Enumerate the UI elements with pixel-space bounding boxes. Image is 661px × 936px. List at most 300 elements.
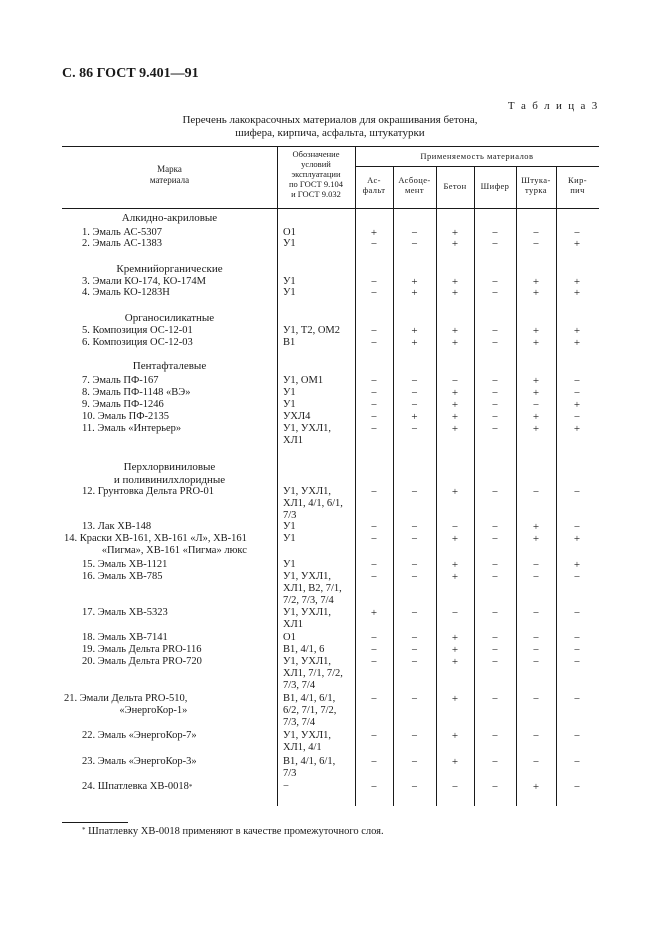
- applicability-mark: −: [491, 533, 499, 545]
- applicability-mark: +: [573, 337, 581, 349]
- row-name-line: [82, 607, 168, 619]
- row-name-text: 21. Эмали Дельта PRO-510,: [64, 693, 188, 704]
- row-condition-line: 7/3: [283, 768, 297, 779]
- applicability-mark: −: [370, 571, 378, 583]
- applicability-mark: −: [532, 632, 540, 644]
- row-name-line: [82, 730, 197, 742]
- applicability-mark: +: [532, 423, 540, 435]
- row-name-text: 13. Лак ХВ-148: [82, 521, 152, 532]
- applicability-mark: −: [491, 375, 499, 387]
- row-conditions: [283, 656, 343, 692]
- row-condition-line: 7/2, 7/3, 7/4: [283, 595, 334, 606]
- applicability-mark: +: [451, 276, 459, 288]
- row-name-line: [82, 399, 164, 411]
- row-name-line: [82, 781, 192, 793]
- column-divider: [436, 166, 437, 806]
- row-name: [82, 325, 193, 337]
- applicability-mark: −: [370, 423, 378, 435]
- group-title: [102, 461, 237, 486]
- row-name: [82, 607, 168, 619]
- row-name-text: 16. Эмаль ХВ-785: [82, 571, 163, 582]
- row-name-line: [82, 756, 197, 768]
- column-header-mark: [62, 164, 277, 185]
- applicability-mark: −: [411, 571, 418, 583]
- footnote-text: Шпатлевку ХВ-0018 применяют в качестве промежуточного слоя.: [88, 826, 384, 837]
- header-line: условий: [301, 159, 331, 169]
- row-name-text: 14. Краски ХВ-161, ХВ-161 «Л», ХВ-161: [64, 533, 247, 544]
- group-title-line: Органосиликатные: [124, 312, 215, 324]
- table-caption: [130, 114, 530, 140]
- footnote: [82, 826, 384, 837]
- row-name-line: [82, 287, 170, 299]
- group-title: [102, 263, 237, 276]
- applicability-mark: −: [532, 644, 540, 656]
- row-name: [82, 521, 151, 533]
- applicability-mark: −: [532, 607, 540, 619]
- applicability-mark: +: [411, 276, 418, 288]
- applicability-mark: +: [573, 399, 581, 411]
- applicability-mark: −: [411, 632, 418, 644]
- applicability-mark: −: [451, 521, 459, 533]
- applicability-mark: +: [451, 693, 459, 705]
- applicability-mark: −: [370, 644, 378, 656]
- footnote-mark: *: [82, 826, 86, 834]
- row-name: [82, 571, 163, 583]
- row-conditions: [283, 756, 335, 780]
- row-condition-line: У1: [283, 533, 296, 544]
- row-name-line: [82, 559, 167, 571]
- applicability-mark: +: [411, 287, 418, 299]
- row-conditions: [283, 781, 289, 793]
- row-condition-line: У1: [283, 387, 296, 398]
- row-condition-line: 7/3, 7/4: [283, 680, 316, 691]
- row-name-line: [82, 238, 162, 250]
- applicability-mark: −: [491, 423, 499, 435]
- applicability-mark: −: [491, 781, 499, 793]
- header-line: Шифер: [480, 181, 510, 191]
- applicability-mark: −: [370, 399, 378, 411]
- applicability-mark: −: [451, 375, 459, 387]
- row-conditions: [283, 644, 324, 656]
- applicability-mark: +: [451, 325, 459, 337]
- row-name-line: [82, 571, 163, 583]
- header-bottom-rule: [62, 208, 599, 209]
- applicability-mark: −: [491, 276, 499, 288]
- row-name-text: 18. Эмаль ХВ-7141: [82, 632, 168, 643]
- row-condition-line: ХЛ1: [283, 619, 303, 630]
- subheader-rule: [355, 166, 599, 167]
- applicability-mark: −: [411, 423, 418, 435]
- applicability-mark: −: [451, 607, 459, 619]
- row-name-line: [82, 423, 181, 435]
- row-conditions: [283, 337, 295, 349]
- row-condition-line: У1, УХЛ1,: [283, 571, 331, 582]
- applicability-mark: +: [532, 337, 540, 349]
- applicability-mark: −: [491, 644, 499, 656]
- applicability-mark: −: [491, 337, 499, 349]
- applicability-mark: −: [573, 730, 581, 742]
- row-conditions: [283, 521, 296, 533]
- applicability-mark: −: [491, 756, 499, 768]
- row-name-line: [64, 533, 247, 545]
- row-name: [82, 730, 197, 742]
- applicability-mark: −: [532, 730, 540, 742]
- row-name: [82, 486, 214, 498]
- applicability-mark: −: [573, 644, 581, 656]
- row-name-line: [82, 486, 214, 498]
- row-condition-line: В1, 4/1, 6: [283, 644, 325, 655]
- row-name-line: [64, 705, 187, 717]
- applicability-mark: −: [370, 325, 378, 337]
- applicability-mark: −: [532, 399, 540, 411]
- applicability-mark: −: [370, 533, 378, 545]
- column-divider: [474, 166, 475, 806]
- row-name-text: 2. Эмаль АС-1383: [82, 238, 162, 249]
- applicability-mark: −: [370, 632, 378, 644]
- row-name: [82, 656, 202, 668]
- group-title: [102, 212, 237, 225]
- row-name: [82, 337, 193, 349]
- table-number: Т а б л и ц а 3: [507, 100, 599, 112]
- row-conditions: [283, 571, 342, 607]
- applicability-mark: −: [370, 781, 378, 793]
- row-conditions: [283, 632, 296, 644]
- applicability-mark: −: [370, 411, 378, 423]
- row-name-line: [82, 644, 202, 656]
- row-condition-line: ХЛ1, 7/1, 7/2,: [283, 668, 343, 679]
- applicability-mark: +: [451, 411, 459, 423]
- applicability-mark: −: [411, 533, 418, 545]
- column-divider: [516, 166, 517, 806]
- applicability-mark: +: [532, 287, 540, 299]
- applicability-mark: −: [532, 486, 540, 498]
- column-divider: [556, 166, 557, 806]
- row-name-text: 20. Эмаль Дельта PRO-720: [82, 656, 202, 667]
- row-condition-line: У1, УХЛ1,: [283, 423, 331, 434]
- row-name-text: 22. Эмаль «ЭнергоКор-7»: [82, 730, 197, 741]
- row-name: [82, 781, 192, 793]
- applicability-mark: +: [451, 227, 459, 239]
- row-name-line: [64, 693, 187, 705]
- applicability-mark: +: [532, 387, 540, 399]
- applicability-mark: +: [532, 325, 540, 337]
- row-name-text: «Пигма», ХВ-161 «Пигма» люкс: [101, 545, 247, 556]
- applicability-mark: −: [411, 756, 418, 768]
- header-line: пич: [570, 185, 585, 195]
- applicability-mark: −: [491, 227, 499, 239]
- row-condition-line: У1: [283, 559, 296, 570]
- row-conditions: [283, 486, 343, 522]
- header-line: эксплуатации: [291, 169, 341, 179]
- header-line: фальт: [362, 185, 386, 195]
- applicability-mark: −: [532, 571, 540, 583]
- row-name-line: [82, 337, 193, 349]
- column-header-conditions: [277, 149, 355, 199]
- applicability-mark: −: [411, 693, 418, 705]
- group-title-line: и поливинилхлоридные: [113, 473, 226, 486]
- header-line: материала: [149, 174, 190, 185]
- row-condition-line: У1, ОМ1: [283, 375, 324, 386]
- applicability-mark: +: [451, 238, 459, 250]
- row-name-text: 7. Эмаль ПФ-167: [82, 375, 159, 386]
- row-name: [82, 559, 167, 571]
- column-header-material: [393, 175, 436, 195]
- header-line: Кир-: [568, 175, 587, 185]
- group-title-line: Пентафталевые: [132, 360, 207, 372]
- header-line: Штука-: [521, 175, 551, 185]
- applicability-mark: −: [491, 607, 499, 619]
- row-name-text: 5. Композиция ОС-12-01: [82, 325, 193, 336]
- row-conditions: [283, 607, 331, 631]
- header-line: по ГОСТ 9.104: [289, 179, 343, 189]
- applicability-mark: +: [451, 533, 459, 545]
- row-name-text: 24. Шпатлевка ХВ-0018: [82, 781, 189, 792]
- group-title-line: Перхлорвиниловые: [123, 461, 216, 473]
- applicability-mark: −: [411, 781, 418, 793]
- row-conditions: [283, 238, 296, 250]
- applicability-mark: −: [370, 756, 378, 768]
- row-name: [82, 644, 202, 656]
- row-condition-line: У1: [283, 287, 296, 298]
- row-condition-line: 7/3, 7/4: [283, 717, 316, 728]
- column-header-material: [516, 175, 556, 195]
- applicability-mark: −: [491, 387, 499, 399]
- row-name-text: 15. Эмаль ХВ-1121: [82, 559, 168, 570]
- applicability-mark: −: [411, 399, 418, 411]
- row-name: [82, 632, 168, 644]
- header-line: Бетон: [443, 181, 467, 191]
- applicability-mark: +: [411, 411, 418, 423]
- row-condition-line: У1: [283, 276, 296, 287]
- row-name: [82, 399, 164, 411]
- header-line: Асбоце-: [398, 175, 431, 185]
- applicability-mark: +: [532, 375, 540, 387]
- column-divider: [393, 166, 394, 806]
- applicability-mark: +: [451, 756, 459, 768]
- row-condition-line: УХЛ4: [283, 411, 311, 422]
- applicability-mark: −: [370, 656, 378, 668]
- applicability-mark: +: [451, 337, 459, 349]
- row-condition-line: У1, УХЛ1,: [283, 607, 331, 618]
- applicability-mark: −: [370, 375, 378, 387]
- applicability-mark: −: [411, 730, 418, 742]
- applicability-mark: +: [370, 607, 378, 619]
- row-conditions: [283, 730, 331, 754]
- caption-line: шифера, кирпича, асфальта, штукатурки: [235, 127, 425, 139]
- row-name-text: 17. Эмаль ХВ-5323: [82, 607, 168, 618]
- row-condition-line: В1, 4/1, 6/1,: [283, 756, 336, 767]
- row-name: [82, 375, 159, 387]
- column-header-material: [355, 175, 393, 195]
- row-condition-line: В1: [283, 337, 296, 348]
- applicability-mark: +: [451, 656, 459, 668]
- row-name-text: 23. Эмаль «ЭнергоКор-3»: [82, 756, 197, 767]
- column-divider: [355, 146, 356, 806]
- applicability-mark: −: [411, 521, 418, 533]
- applicability-mark: −: [451, 781, 459, 793]
- row-condition-line: У1: [283, 521, 296, 532]
- applicability-mark: −: [491, 559, 499, 571]
- applicability-mark: −: [573, 411, 581, 423]
- row-name: [64, 693, 187, 717]
- row-name-line: [82, 521, 151, 533]
- column-divider: [277, 146, 278, 806]
- row-name-line: [82, 375, 159, 387]
- applicability-mark: +: [573, 533, 581, 545]
- applicability-mark: −: [411, 644, 418, 656]
- applicability-mark: −: [411, 387, 418, 399]
- row-condition-line: У1, Т2, ОМ2: [283, 325, 341, 336]
- column-header-material: [474, 181, 516, 191]
- row-condition-line: О1: [283, 632, 296, 643]
- group-title-line: Кремнийорганические: [116, 263, 223, 275]
- applicability-mark: −: [491, 632, 499, 644]
- header-line: Обозначение: [292, 149, 340, 159]
- applicability-mark: −: [370, 287, 378, 299]
- applicability-mark: −: [573, 693, 581, 705]
- applicability-mark: −: [573, 632, 581, 644]
- applicability-mark: −: [532, 656, 540, 668]
- header-line: Ас-: [367, 175, 381, 185]
- row-name: [82, 238, 162, 250]
- row-name-text: «ЭнергоКор-1»: [119, 705, 188, 716]
- applicability-mark: −: [491, 521, 499, 533]
- applicability-mark: +: [411, 337, 418, 349]
- row-conditions: [283, 325, 340, 337]
- applicability-mark: −: [573, 656, 581, 668]
- applicability-mark: −: [573, 607, 581, 619]
- row-conditions: [283, 411, 310, 423]
- applicability-mark: +: [451, 387, 459, 399]
- applicability-mark: −: [491, 325, 499, 337]
- row-name-line: [64, 545, 247, 557]
- applicability-mark: −: [491, 486, 499, 498]
- row-condition-line: У1, УХЛ1,: [283, 730, 331, 741]
- applicability-mark: −: [411, 375, 418, 387]
- applicability-mark: −: [532, 559, 540, 571]
- applicability-mark: −: [491, 411, 499, 423]
- group-title: [102, 360, 237, 373]
- row-name-line: [82, 632, 168, 644]
- applicability-mark: −: [411, 227, 418, 239]
- row-name-text: 19. Эмаль Дельта PRO-116: [82, 644, 202, 655]
- row-name: [82, 423, 181, 435]
- row-name-line: [82, 656, 202, 668]
- column-header-applicability: Применяемость материалов: [420, 151, 534, 161]
- applicability-mark: −: [411, 559, 418, 571]
- row-conditions: [283, 287, 296, 299]
- row-condition-line: О1: [283, 227, 296, 238]
- row-conditions: [283, 559, 296, 571]
- applicability-mark: +: [532, 781, 540, 793]
- applicability-mark: −: [370, 559, 378, 571]
- row-name-text: 11. Эмаль «Интерьер»: [82, 423, 182, 434]
- caption-line: Перечень лакокрасочных материалов для окрашивания бетона,: [182, 114, 478, 126]
- applicability-mark: −: [573, 521, 581, 533]
- applicability-mark: −: [370, 276, 378, 288]
- footnote-ref: *: [188, 783, 193, 791]
- applicability-mark: −: [573, 227, 581, 239]
- row-name-text: 6. Композиция ОС-12-03: [82, 337, 193, 348]
- applicability-mark: +: [451, 644, 459, 656]
- applicability-mark: +: [451, 486, 459, 498]
- column-header-material: [436, 181, 474, 191]
- applicability-mark: −: [491, 399, 499, 411]
- row-name-text: 4. Эмаль КО-1283Н: [82, 287, 170, 298]
- row-name-text: 1. Эмаль АС-5307: [82, 227, 162, 238]
- row-conditions: [283, 399, 296, 411]
- applicability-mark: +: [573, 423, 581, 435]
- applicability-mark: −: [532, 756, 540, 768]
- row-condition-line: У1: [283, 399, 296, 410]
- row-condition-line: ХЛ1, 4/1, 6/1,: [283, 498, 343, 509]
- applicability-mark: +: [573, 287, 581, 299]
- applicability-mark: −: [411, 607, 418, 619]
- applicability-mark: −: [491, 238, 499, 250]
- row-name-text: 10. Эмаль ПФ-2135: [82, 411, 170, 422]
- applicability-mark: −: [573, 756, 581, 768]
- applicability-mark: −: [370, 521, 378, 533]
- applicability-mark: +: [451, 559, 459, 571]
- applicability-mark: +: [451, 423, 459, 435]
- applicability-mark: −: [370, 238, 378, 250]
- applicability-mark: −: [370, 730, 378, 742]
- column-header-material: [556, 175, 599, 195]
- row-conditions: [283, 533, 296, 545]
- applicability-mark: +: [411, 325, 418, 337]
- applicability-mark: −: [370, 387, 378, 399]
- applicability-mark: −: [573, 387, 581, 399]
- header-line: турка: [525, 185, 547, 195]
- applicability-mark: +: [573, 325, 581, 337]
- applicability-mark: +: [451, 287, 459, 299]
- applicability-mark: +: [532, 411, 540, 423]
- row-condition-line: −: [283, 781, 289, 792]
- applicability-mark: +: [573, 276, 581, 288]
- page-header: С. 86 ГОСТ 9.401—91: [62, 66, 199, 81]
- applicability-mark: +: [573, 559, 581, 571]
- applicability-mark: −: [532, 227, 540, 239]
- row-name: [82, 287, 170, 299]
- applicability-mark: −: [370, 337, 378, 349]
- applicability-mark: −: [491, 656, 499, 668]
- row-name-line: [82, 325, 193, 337]
- row-name-text: 12. Грунтовка Дельта PRO-01: [82, 486, 215, 497]
- row-condition-line: ХЛ1, 4/1: [283, 742, 322, 753]
- applicability-mark: −: [573, 375, 581, 387]
- applicability-mark: −: [573, 781, 581, 793]
- applicability-mark: +: [573, 238, 581, 250]
- applicability-mark: +: [532, 276, 540, 288]
- applicability-mark: +: [370, 227, 378, 239]
- applicability-mark: −: [411, 238, 418, 250]
- row-name: [82, 411, 169, 423]
- header-line: мент: [404, 185, 424, 195]
- header-line: и ГОСТ 9.032: [291, 189, 341, 199]
- applicability-mark: −: [411, 656, 418, 668]
- applicability-mark: −: [411, 486, 418, 498]
- applicability-mark: −: [491, 693, 499, 705]
- applicability-mark: −: [491, 571, 499, 583]
- footnote-divider: [62, 822, 128, 823]
- applicability-mark: +: [451, 730, 459, 742]
- row-name-line: [82, 411, 169, 423]
- applicability-mark: −: [573, 571, 581, 583]
- row-name-text: 3. Эмали КО-174, КО-174М: [82, 276, 206, 287]
- applicability-mark: +: [451, 571, 459, 583]
- row-name-text: 9. Эмаль ПФ-1246: [82, 399, 164, 410]
- applicability-mark: +: [532, 533, 540, 545]
